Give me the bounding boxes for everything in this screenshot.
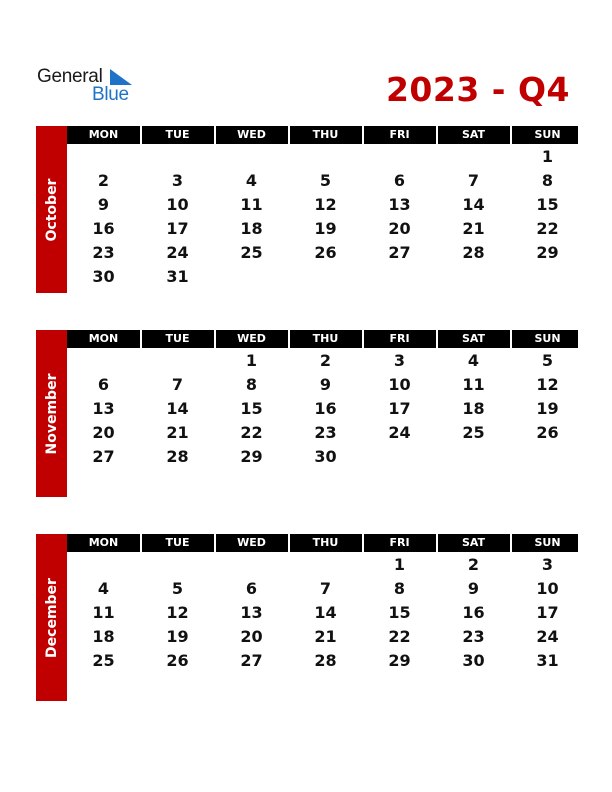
day-cell: 19: [314, 219, 337, 238]
day-cell: 9: [467, 579, 480, 598]
day-cell: 10: [536, 579, 559, 598]
day-cell: 4: [245, 171, 258, 190]
day-cell: 5: [171, 579, 184, 598]
day-cell: 16: [462, 603, 485, 622]
day-cell: 17: [166, 219, 189, 238]
month-name: November: [43, 373, 60, 454]
day-cell: 14: [314, 603, 337, 622]
day-cell: 15: [536, 195, 559, 214]
weekday-label: SUN: [534, 536, 561, 549]
day-cell: 23: [314, 423, 337, 442]
day-cell: 14: [166, 399, 189, 418]
day-cell: 25: [462, 423, 485, 442]
day-cell: 20: [240, 627, 263, 646]
day-cell: 24: [388, 423, 411, 442]
day-cell: 13: [388, 195, 411, 214]
day-cell: 4: [467, 351, 480, 370]
month-block-december: [36, 534, 578, 701]
day-cell: 14: [462, 195, 485, 214]
weekday-divider: [288, 330, 290, 348]
month-block-october: [36, 126, 578, 293]
day-cell: 19: [536, 399, 559, 418]
day-cell: 29: [536, 243, 559, 262]
day-cell: 23: [92, 243, 115, 262]
day-cell: 28: [462, 243, 485, 262]
weekday-divider: [288, 126, 290, 144]
day-cell: 16: [314, 399, 337, 418]
day-cell: 27: [92, 447, 115, 466]
day-cell: 9: [319, 375, 332, 394]
weekday-label: TUE: [165, 536, 190, 549]
day-cell: 13: [240, 603, 263, 622]
month-side-bar: [36, 534, 67, 701]
logo-word-general: General: [37, 66, 103, 87]
weekday-label: WED: [237, 128, 266, 141]
weekday-label: MON: [88, 536, 119, 549]
day-cell: 6: [97, 375, 110, 394]
day-cell: 2: [467, 555, 480, 574]
weekday-divider: [214, 126, 216, 144]
day-cell: 22: [536, 219, 559, 238]
day-cell: 10: [166, 195, 189, 214]
page-title: 2023 - Q4: [385, 70, 570, 109]
day-cell: 21: [314, 627, 337, 646]
day-cell: 23: [462, 627, 485, 646]
weekday-label: TUE: [165, 332, 190, 345]
day-cell: 19: [166, 627, 189, 646]
day-cell: 8: [393, 579, 406, 598]
day-cell: 25: [92, 651, 115, 670]
weekday-divider: [362, 330, 364, 348]
weekday-divider: [288, 534, 290, 552]
month-name: October: [43, 178, 60, 241]
weekday-header: [67, 534, 578, 552]
logo-word-blue: Blue: [92, 84, 129, 105]
day-cell: 22: [240, 423, 263, 442]
day-cell: 21: [166, 423, 189, 442]
day-cell: 18: [92, 627, 115, 646]
day-cell: 8: [245, 375, 258, 394]
day-cell: 27: [388, 243, 411, 262]
weekday-label: WED: [237, 332, 266, 345]
day-cell: 20: [388, 219, 411, 238]
day-cell: 11: [92, 603, 115, 622]
weekday-divider: [140, 534, 142, 552]
day-cell: 17: [536, 603, 559, 622]
month-side-bar: [36, 126, 67, 293]
day-cell: 5: [319, 171, 332, 190]
weekday-divider: [140, 126, 142, 144]
weekday-label: FRI: [389, 536, 410, 549]
day-cell: 3: [393, 351, 406, 370]
weekday-label: SUN: [534, 332, 561, 345]
day-cell: 12: [166, 603, 189, 622]
day-cell: 11: [462, 375, 485, 394]
month-name: December: [43, 577, 60, 658]
day-cell: 1: [541, 147, 554, 166]
day-cell: 26: [166, 651, 189, 670]
day-cell: 3: [171, 171, 184, 190]
day-cell: 30: [314, 447, 337, 466]
day-cell: 18: [240, 219, 263, 238]
day-cell: 28: [166, 447, 189, 466]
logo-triangle-icon: [108, 69, 132, 85]
day-cell: 29: [388, 651, 411, 670]
day-cell: 18: [462, 399, 485, 418]
day-cell: 2: [319, 351, 332, 370]
weekday-divider: [214, 330, 216, 348]
weekday-label: SUN: [534, 128, 561, 141]
day-cell: 30: [462, 651, 485, 670]
day-cell: 16: [92, 219, 115, 238]
day-cell: 21: [462, 219, 485, 238]
day-cell: 15: [388, 603, 411, 622]
day-cell: 11: [240, 195, 263, 214]
day-cell: 10: [388, 375, 411, 394]
weekday-divider: [362, 534, 364, 552]
day-cell: 15: [240, 399, 263, 418]
weekday-label: FRI: [389, 128, 410, 141]
day-cell: 31: [536, 651, 559, 670]
weekday-divider: [362, 126, 364, 144]
weekday-divider: [510, 330, 512, 348]
day-cell: 7: [171, 375, 184, 394]
weekday-label: WED: [237, 536, 266, 549]
day-cell: 12: [314, 195, 337, 214]
day-cell: 13: [92, 399, 115, 418]
day-cell: 26: [536, 423, 559, 442]
weekday-label: THU: [312, 332, 339, 345]
weekday-label: THU: [312, 128, 339, 141]
day-cell: 9: [97, 195, 110, 214]
weekday-label: MON: [88, 332, 119, 345]
day-cell: 6: [245, 579, 258, 598]
weekday-divider: [510, 534, 512, 552]
day-cell: 7: [467, 171, 480, 190]
weekday-header: [67, 126, 578, 144]
day-cell: 12: [536, 375, 559, 394]
day-cell: 24: [536, 627, 559, 646]
day-cell: 31: [166, 267, 189, 286]
weekday-divider: [436, 330, 438, 348]
weekday-divider: [510, 126, 512, 144]
weekday-divider: [214, 534, 216, 552]
weekday-header: [67, 330, 578, 348]
day-cell: 28: [314, 651, 337, 670]
day-cell: 3: [541, 555, 554, 574]
day-cell: 30: [92, 267, 115, 286]
weekday-label: SAT: [461, 332, 486, 345]
day-cell: 1: [245, 351, 258, 370]
day-cell: 5: [541, 351, 554, 370]
day-cell: 24: [166, 243, 189, 262]
weekday-divider: [436, 126, 438, 144]
weekday-label: FRI: [389, 332, 410, 345]
day-cell: 6: [393, 171, 406, 190]
day-cell: 1: [393, 555, 406, 574]
day-cell: 25: [240, 243, 263, 262]
day-cell: 27: [240, 651, 263, 670]
day-cell: 20: [92, 423, 115, 442]
weekday-label: MON: [88, 128, 119, 141]
day-cell: 29: [240, 447, 263, 466]
day-cell: 4: [97, 579, 110, 598]
month-side-bar: [36, 330, 67, 497]
day-cell: 2: [97, 171, 110, 190]
month-block-november: [36, 330, 578, 497]
weekday-divider: [140, 330, 142, 348]
day-cell: 7: [319, 579, 332, 598]
day-cell: 17: [388, 399, 411, 418]
weekday-label: TUE: [165, 128, 190, 141]
weekday-label: THU: [312, 536, 339, 549]
weekday-label: SAT: [461, 536, 486, 549]
weekday-label: SAT: [461, 128, 486, 141]
general-blue-logo: [37, 66, 137, 106]
day-cell: 26: [314, 243, 337, 262]
weekday-divider: [436, 534, 438, 552]
day-cell: 8: [541, 171, 554, 190]
day-cell: 22: [388, 627, 411, 646]
